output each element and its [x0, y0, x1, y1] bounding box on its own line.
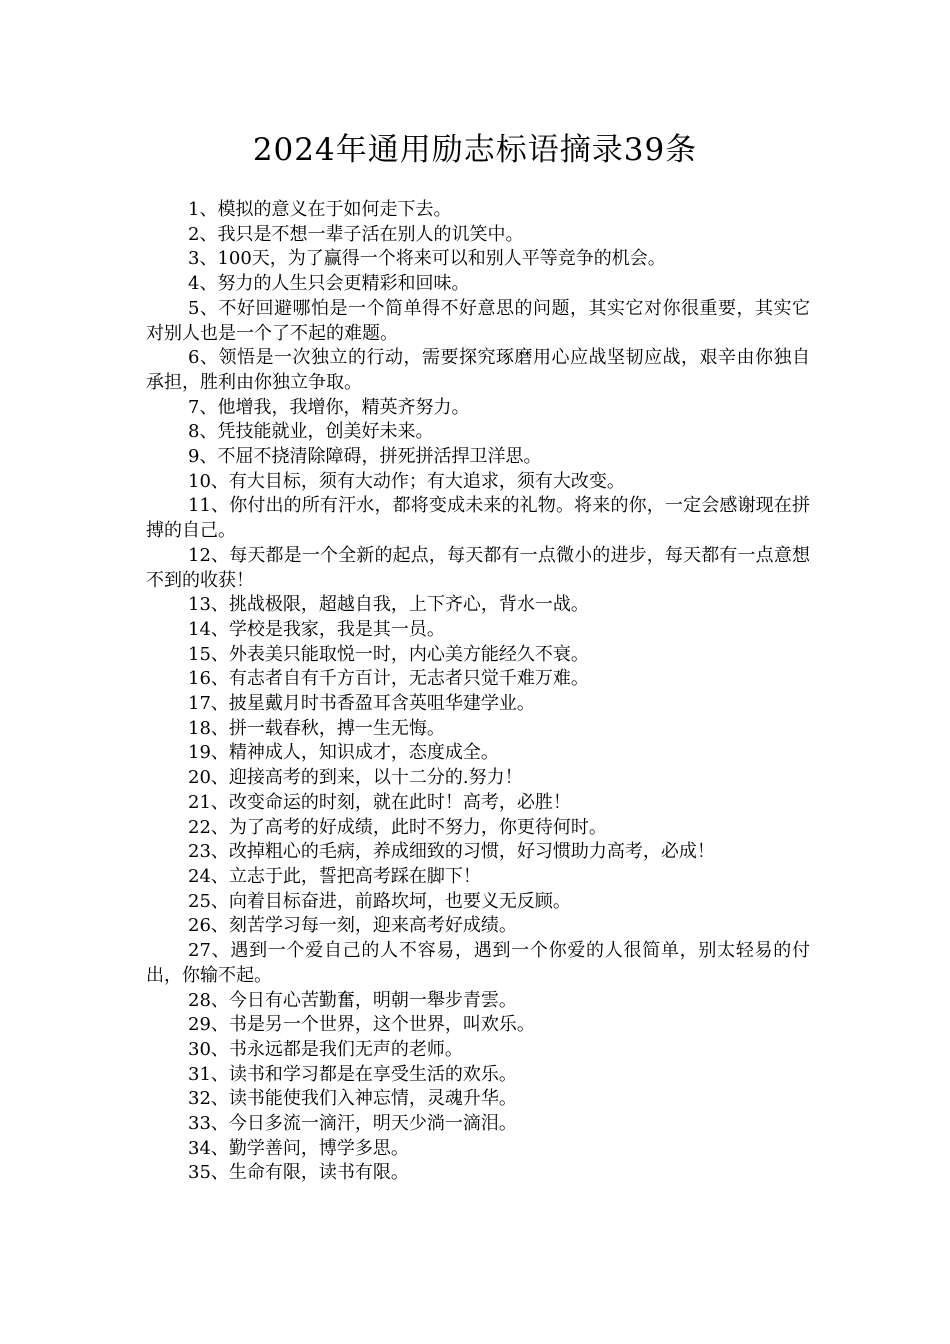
- list-item: 1、模拟的意义在于如何走下去。: [188, 199, 452, 220]
- list-item: 5、不好回避哪怕是一个简单得不好意思的问题，其实它对你很重要，其实它对别人也是一个了不起的难题。: [146, 297, 810, 344]
- list-item: 10、有大目标，须有大动作；有大追求，须有大改变。: [188, 470, 625, 492]
- list-item: 13、挑战极限，超越自我，上下齐心，背水一战。: [188, 594, 589, 616]
- list-item: 20、迎接高考的到来，以十二分的.努力！: [188, 767, 523, 789]
- list-item: 29、书是另一个世界，这个世界，叫欢乐。: [188, 1014, 535, 1036]
- list-item: 12、每天都是一个全新的起点，每天都有一点微小的进步，每天都有一点意想不到的收获！: [146, 544, 810, 591]
- document-title: 2024年通用励志标语摘录39条: [252, 132, 698, 168]
- list-item: 16、有志者自有千方百计，无志者只觉千难万难。: [188, 668, 589, 690]
- list-item: 6、领悟是一次独立的行动，需要探究琢磨用心应战坚韧应战，艰辛由你独自承担，胜利由你独立争取。: [146, 347, 810, 393]
- list-item: 8、凭技能就业，创美好未来。: [188, 421, 434, 443]
- list-item: 14、学校是我家，我是其一员。: [188, 618, 445, 640]
- list-item: 18、拼一载春秋，搏一生无悔。: [188, 717, 445, 739]
- list-item: 27、遇到一个爱自己的人不容易，遇到一个你爱的人很简单，别太轻易的付出，你输不起。: [146, 940, 810, 986]
- list-item: 21、改变命运的时刻，就在此时！高考，必胜！: [188, 791, 571, 813]
- list-item: 26、刻苦学习每一刻，迎来高考好成绩。: [188, 915, 517, 937]
- list-item: 2、我只是不想一辈子活在别人的讥笑中。: [188, 223, 524, 245]
- list-item: 28、今日有心苦勤奮，明朝一舉步青雲。: [188, 989, 517, 1011]
- list-item: 34、勤学善问，博学多思。: [188, 1137, 409, 1159]
- list-item: 24、立志于此，誓把高考踩在脚下！: [188, 865, 481, 887]
- list-item: 7、他增我，我增你，精英齐努力。: [188, 396, 470, 418]
- list-item: 15、外表美只能取悦一时，内心美方能经久不衰。: [188, 643, 589, 665]
- slogan-list: [146, 198, 810, 1186]
- list-item: 9、不屈不挠清除障碍，拼死拼活捍卫洋思。: [188, 446, 542, 468]
- list-item: 4、努力的人生只会更精彩和回味。: [188, 273, 470, 295]
- list-item: 17、披星戴月时书香盈耳含英咀华建学业。: [188, 693, 535, 715]
- list-item: 25、向着目标奋进，前路坎坷，也要义无反顾。: [188, 890, 571, 912]
- list-item: 22、为了高考的好成绩，此时不努力，你更待何时。: [188, 816, 607, 838]
- list-item: 11、你付出的所有汗水，都将变成未来的礼物。将来的你，一定会感谢现在拼搏的自己。: [146, 495, 810, 542]
- list-item: 3、100天，为了赢得一个将来可以和别人平等竞争的机会。: [188, 248, 666, 270]
- list-item: 31、读书和学习都是在享受生活的欢乐。: [188, 1063, 517, 1085]
- list-item: 32、读书能使我们入神忘情，灵魂升华。: [188, 1088, 517, 1110]
- list-item: 19、精神成人，知识成才，态度成全。: [188, 742, 499, 764]
- list-item: 30、书永远都是我们无声的老师。: [188, 1038, 463, 1060]
- list-item: 33、今日多流一滴汗，明天少淌一滴泪。: [188, 1113, 517, 1135]
- list-item: 23、改掉粗心的毛病，养成细致的习惯，好习惯助力高考，必成！: [188, 841, 715, 863]
- list-item: 35、生命有限，读书有限。: [188, 1162, 409, 1184]
